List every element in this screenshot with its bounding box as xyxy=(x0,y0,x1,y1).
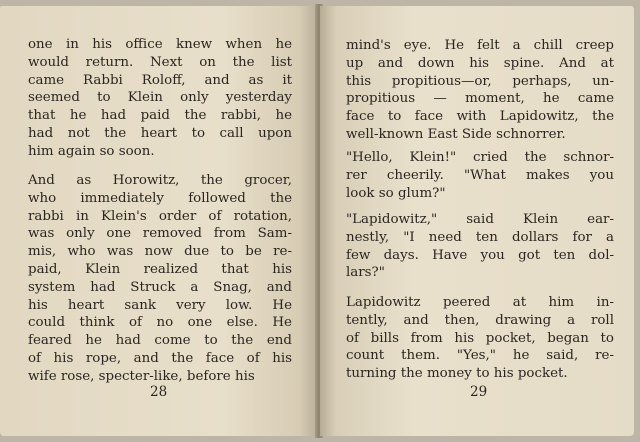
text-line: came Rabbi Roloff, and as it xyxy=(28,72,292,88)
text-line: system had Struck a Snag, and xyxy=(28,279,292,295)
left-page xyxy=(0,6,318,436)
text-line: who immediately followed the xyxy=(28,190,292,206)
text-line: well-known East Side schnorrer. xyxy=(346,126,566,142)
left-paragraph-1 xyxy=(28,36,292,161)
right-paragraph-1 xyxy=(346,37,614,144)
text-line: mind's eye. He felt a chill creep xyxy=(346,38,614,53)
text-line: Lapidowitz peered at him in- xyxy=(346,295,614,310)
text-line: propitious — moment, he came xyxy=(346,91,614,107)
text-line: this propitious—or, perhaps, un- xyxy=(346,73,614,89)
text-line: tently, and then, drawing a roll xyxy=(346,312,614,328)
text-line: one in his office knew when he xyxy=(28,37,292,52)
text-line: face to face with Lapidowitz, the xyxy=(346,109,614,125)
text-line: "Hello, Klein!" cried the schnor- xyxy=(346,150,614,165)
text-line: that he had paid the rabbi, he xyxy=(28,108,292,124)
text-line: could think of no one else. He xyxy=(28,315,292,331)
text-line: rer cheerily. "What makes you xyxy=(346,167,614,183)
text-line: of bills from his pocket, began to xyxy=(346,330,614,346)
page-number-right: 29 xyxy=(470,384,488,400)
right-paragraph-2 xyxy=(346,149,614,202)
text-line: nestly, "I need ten dollars for a xyxy=(346,229,614,245)
text-line: lars?" xyxy=(346,265,385,281)
text-line: paid, Klein realized that his xyxy=(28,261,292,277)
text-line: of his rope, and the face of his xyxy=(28,350,292,366)
text-line: mis, who was now due to be re- xyxy=(28,244,292,260)
right-paragraph-4 xyxy=(346,294,614,383)
text-line: his heart sank very low. He xyxy=(28,297,292,313)
text-line: turning the money to his pocket. xyxy=(346,366,568,382)
right-page xyxy=(320,6,634,436)
text-line: rabbi in Klein's order of rotation, xyxy=(28,208,292,224)
right-paragraph-3 xyxy=(346,211,614,282)
text-line: had not the heart to call upon xyxy=(28,125,292,141)
text-line: him again so soon. xyxy=(28,143,155,159)
text-line: seemed to Klein only yesterday xyxy=(28,90,292,106)
text-line: feared he had come to the end xyxy=(28,333,292,349)
page-number-left: 28 xyxy=(150,384,168,400)
text-line: was only one removed from Sam- xyxy=(28,226,292,242)
text-line: few days. Have you got ten dol- xyxy=(346,247,614,263)
left-paragraph-2 xyxy=(28,172,292,386)
text-line: look so glum?" xyxy=(346,185,446,201)
text-line: "Lapidowitz," said Klein ear- xyxy=(346,212,614,227)
text-line: And as Horowitz, the grocer, xyxy=(28,173,292,188)
text-line: count them. "Yes," he said, re- xyxy=(346,348,614,364)
text-line: wife rose, specter-like, before his xyxy=(28,368,255,384)
text-line: would return. Next on the list xyxy=(28,54,292,70)
text-line: up and down his spine. And at xyxy=(346,55,614,71)
